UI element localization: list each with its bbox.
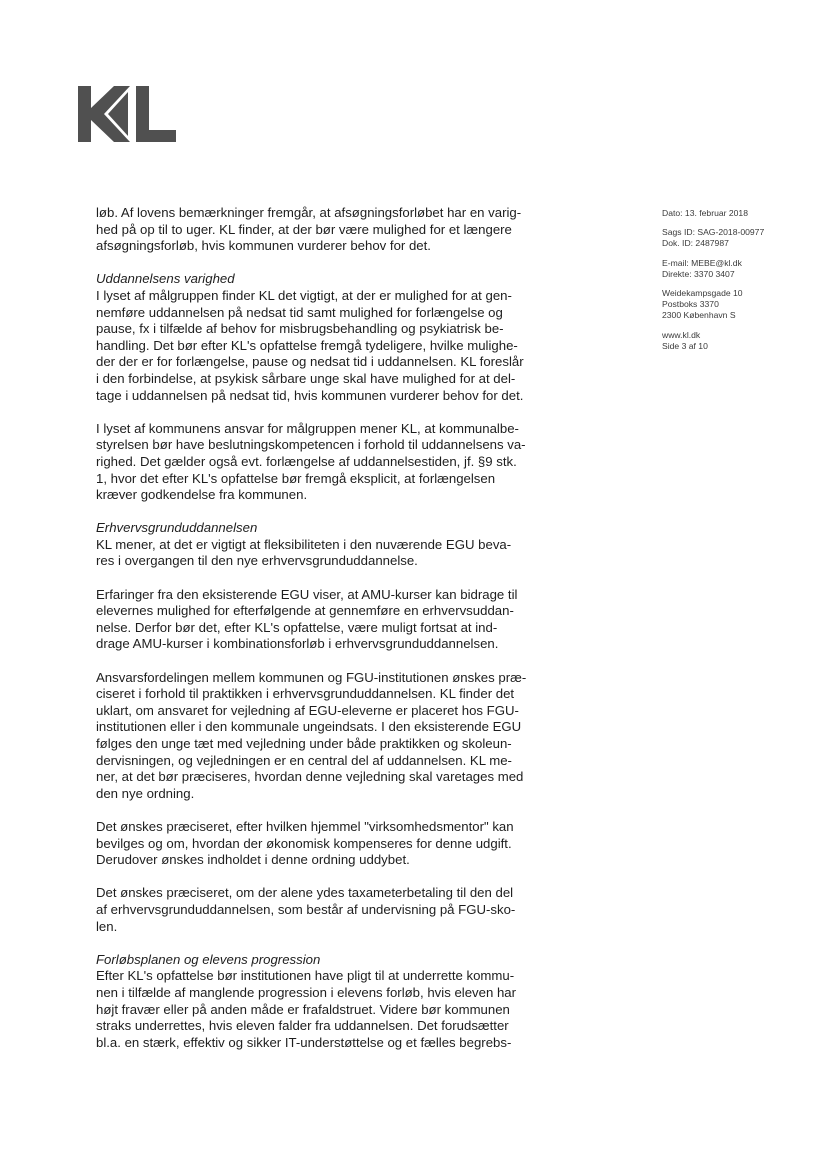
paragraph-2: I lyset af målgruppen finder KL det vigtigt, at der er mulighed for at gen- nemføre uddannelsen på nedsat tid samt mulighed for forlængelse og pause, fx i tilfælde af behov for misbrugsbehandling og psykiatrisk be- handling. Det bør efter KL's opfattelse fremgå tydeligere, hvilke mulighe- der der er for forlængelse, pause og nedsat tid i uddannelsen. KL foreslår i den forbindelse, at psykisk sårbare unge skal have mulighed for at del- tage i uddannelsen på nedsat tid, hvis kommunen vurderer behov for det. <box>96 287 524 403</box>
kl-logo <box>78 86 176 142</box>
document-metadata <box>662 208 812 360</box>
letter-body <box>96 205 546 1068</box>
section-heading-duration: Uddannelsens varighed <box>96 271 235 287</box>
paragraph-8: Det ønskes præciseret, om der alene ydes taxameterbetaling til den del af erhvervsgrunduddannelsen, som består af undervisning på FGU-sko- len. <box>96 885 516 934</box>
paragraph-4: KL mener, at det er vigtigt at fleksibiliteten i den nuværende EGU beva- res i overgangen til den nye erhvervsgrunduddannelse. <box>96 536 512 569</box>
paragraph-9: Efter KL's opfattelse bør institutionen have pligt til at underrette kommu- nen i tilfælde af manglende progression i elevens forløb, hvis eleven har højt fravær eller på anden måde er frafaldstruet. Videre bør kommunen straks underrettes, hvis eleven falder fra uddannelsen. Det forudsætter bl.a. en stærk, effektiv og sikker IT-understøttelse og et fælles begrebs- <box>96 968 517 1050</box>
date-line: Dato: 13. februar 2018 <box>662 208 748 218</box>
contact-info: E-mail: MEBE@kl.dk Direkte: 3370 3407 <box>662 257 742 279</box>
paragraph-6: Ansvarsfordelingen mellem kommunen og FGU-institutionen ønskes præ- ciseret i forhold til praktikken i erhvervsgrunduddannelsen. KL finder det uklart, om ansvaret for vejledning af EGU-eleverne er placeret hos FGU- institutionen eller i den kommunale ungeindsats. I den eksisterende EGU følges den unge tæt med vejledning under både praktikken og skoleun- dervisningen, og vejledningen er en central del af uddannelsen. KL me- ner, at det bør præciseres, hvordan denne vejledning skal varetages med den nye ordning. <box>96 669 527 801</box>
paragraph-3: I lyset af kommunens ansvar for målgruppen mener KL, at kommunalbe- styrelsen bør have beslutningskompetencen i forhold til uddannelsens va- righed. Det gælder også evt. forlængelse af uddannelsestiden, jf. §9 stk. 1, hvor det efter KL's opfattelse bør fremgå eksplicit, at forlængelsen kræver godkendelse fra kommunen. <box>96 420 526 503</box>
paragraph-7: Det ønskes præciseret, efter hvilken hjemmel "virksomhedsmentor" kan bevilges og om, hvordan der økonomisk kompenseres for denne udgift. Derudover ønskes indholdet i denne ordning uddybet. <box>96 818 514 868</box>
section-heading-egu: Erhvervsgrunduddannelsen <box>96 520 258 536</box>
case-ids: Sags ID: SAG-2018-00977 Dok. ID: 2487987 <box>662 227 765 249</box>
section-heading-progression: Forløbsplanen og elevens progression <box>96 951 321 967</box>
postal-address: Weidekampsgade 10 Postboks 3370 2300 København S <box>662 288 743 321</box>
paragraph-5: Erfaringer fra den eksisterende EGU viser, at AMU-kurser kan bidrage til elevernes mulighed for efterfølgende at gennemføre en erhvervsuddan- nelse. Derfor bør det, efter KL's opfattelse, være muligt fortsat at ind- drage AMU-kurser i kombinationsforløb i erhvervsgrunduddannelsen. <box>96 586 518 652</box>
web-and-page: www.kl.dk Side 3 af 10 <box>662 329 708 351</box>
paragraph-1: løb. Af lovens bemærkninger fremgår, at afsøgningsforløbet har en varig- hed på op til to uger. KL finder, at der bør være mulighed for et længere afsøgningsforløb, hvis kommunen vurderer behov for det. <box>96 205 522 254</box>
